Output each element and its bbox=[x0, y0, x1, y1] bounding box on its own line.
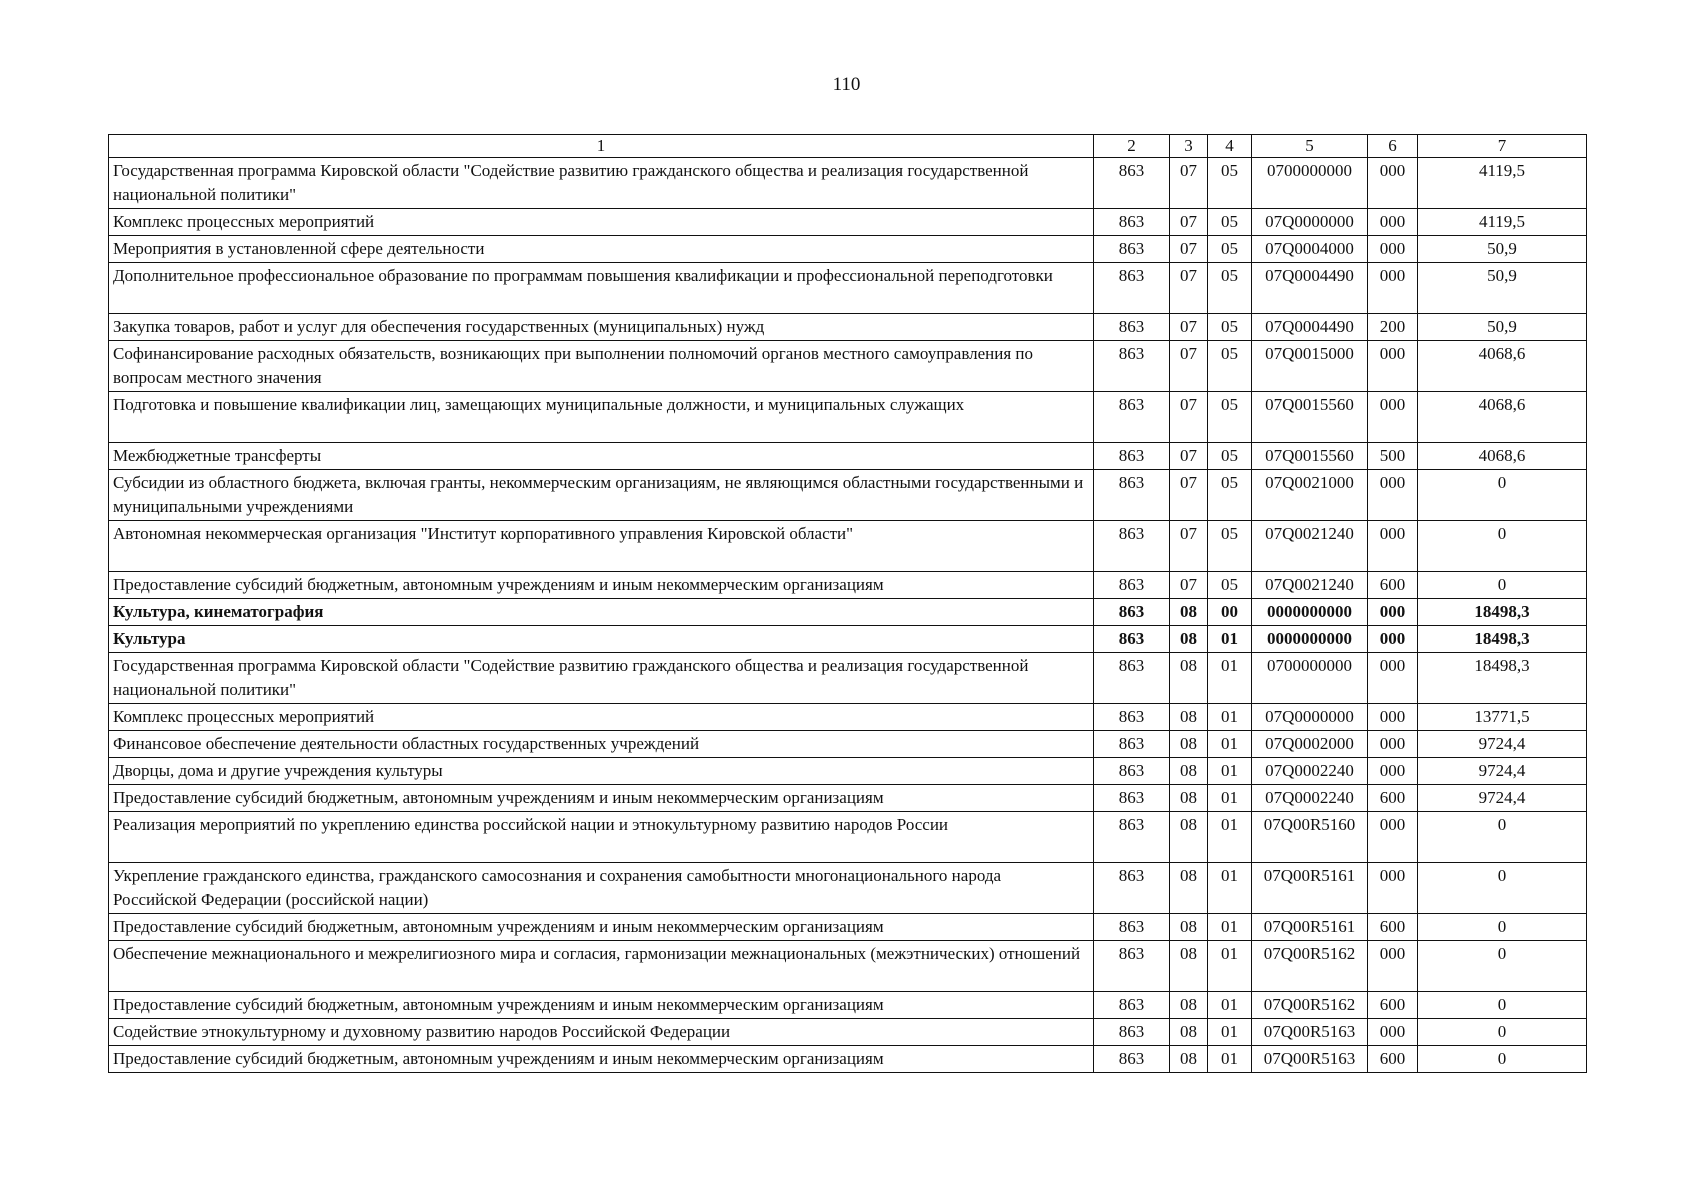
amount-cell: 0 bbox=[1418, 941, 1587, 992]
subsection-cell: 05 bbox=[1208, 521, 1252, 572]
row-name-cell: Финансовое обеспечение деятельности областных государственных учреждений bbox=[109, 731, 1094, 758]
expense-type-cell: 000 bbox=[1368, 392, 1418, 443]
expense-type-cell: 600 bbox=[1368, 992, 1418, 1019]
amount-cell: 4119,5 bbox=[1418, 158, 1587, 209]
section-cell: 08 bbox=[1170, 758, 1208, 785]
subsection-cell: 05 bbox=[1208, 392, 1252, 443]
target-article-cell: 07Q00R5161 bbox=[1252, 863, 1368, 914]
header-cell: 4 bbox=[1208, 135, 1252, 158]
section-cell: 08 bbox=[1170, 812, 1208, 863]
expense-type-cell: 600 bbox=[1368, 572, 1418, 599]
target-article-cell: 07Q0002000 bbox=[1252, 731, 1368, 758]
amount-cell: 4068,6 bbox=[1418, 392, 1587, 443]
admin-code-cell: 863 bbox=[1094, 263, 1170, 314]
subsection-cell: 01 bbox=[1208, 785, 1252, 812]
table-row bbox=[109, 470, 1587, 521]
expense-type-cell: 000 bbox=[1368, 521, 1418, 572]
expense-type-cell: 000 bbox=[1368, 812, 1418, 863]
table-row bbox=[109, 236, 1587, 263]
table-row bbox=[109, 653, 1587, 704]
table-row bbox=[109, 914, 1587, 941]
amount-cell: 4068,6 bbox=[1418, 341, 1587, 392]
section-cell: 08 bbox=[1170, 731, 1208, 758]
amount-cell: 0 bbox=[1418, 992, 1587, 1019]
admin-code-cell: 863 bbox=[1094, 992, 1170, 1019]
admin-code-cell: 863 bbox=[1094, 914, 1170, 941]
subsection-cell: 01 bbox=[1208, 812, 1252, 863]
expense-type-cell: 200 bbox=[1368, 314, 1418, 341]
amount-cell: 0 bbox=[1418, 1046, 1587, 1073]
subsection-cell: 05 bbox=[1208, 443, 1252, 470]
row-name-cell: Комплекс процессных мероприятий bbox=[109, 209, 1094, 236]
row-name-cell: Подготовка и повышение квалификации лиц, замещающих муниципальные должности, и муниципальных служащих bbox=[109, 392, 1094, 443]
subsection-cell: 01 bbox=[1208, 704, 1252, 731]
amount-cell: 4119,5 bbox=[1418, 209, 1587, 236]
target-article-cell: 07Q0021240 bbox=[1252, 572, 1368, 599]
expense-type-cell: 000 bbox=[1368, 158, 1418, 209]
expense-type-cell: 000 bbox=[1368, 704, 1418, 731]
row-name-cell: Дополнительное профессиональное образование по программам повышения квалификации и профессиональной переподготовки bbox=[109, 263, 1094, 314]
table-row bbox=[109, 812, 1587, 863]
table-row bbox=[109, 158, 1587, 209]
header-cell: 7 bbox=[1418, 135, 1587, 158]
table-row bbox=[109, 314, 1587, 341]
header-cell: 5 bbox=[1252, 135, 1368, 158]
row-name-cell: Предоставление субсидий бюджетным, автономным учреждениям и иным некоммерческим организациям bbox=[109, 785, 1094, 812]
section-cell: 07 bbox=[1170, 443, 1208, 470]
row-name-cell: Предоставление субсидий бюджетным, автономным учреждениям и иным некоммерческим организациям bbox=[109, 572, 1094, 599]
target-article-cell: 0700000000 bbox=[1252, 653, 1368, 704]
amount-cell: 9724,4 bbox=[1418, 758, 1587, 785]
target-article-cell: 07Q0000000 bbox=[1252, 704, 1368, 731]
admin-code-cell: 863 bbox=[1094, 209, 1170, 236]
section-cell: 08 bbox=[1170, 653, 1208, 704]
table-row bbox=[109, 599, 1587, 626]
subsection-cell: 01 bbox=[1208, 1046, 1252, 1073]
subsection-cell: 00 bbox=[1208, 599, 1252, 626]
admin-code-cell: 863 bbox=[1094, 731, 1170, 758]
subsection-cell: 01 bbox=[1208, 992, 1252, 1019]
admin-code-cell: 863 bbox=[1094, 572, 1170, 599]
amount-cell: 9724,4 bbox=[1418, 731, 1587, 758]
table-row bbox=[109, 785, 1587, 812]
expense-type-cell: 000 bbox=[1368, 653, 1418, 704]
row-name-cell: Предоставление субсидий бюджетным, автономным учреждениям и иным некоммерческим организациям bbox=[109, 1046, 1094, 1073]
row-name-cell: Культура, кинематография bbox=[109, 599, 1094, 626]
row-name-cell: Субсидии из областного бюджета, включая гранты, некоммерческим организациям, не являющимся областными государственными и муниципальными учреждениями bbox=[109, 470, 1094, 521]
section-cell: 07 bbox=[1170, 470, 1208, 521]
target-article-cell: 07Q00R5162 bbox=[1252, 941, 1368, 992]
admin-code-cell: 863 bbox=[1094, 521, 1170, 572]
row-name-cell: Закупка товаров, работ и услуг для обеспечения государственных (муниципальных) нужд bbox=[109, 314, 1094, 341]
admin-code-cell: 863 bbox=[1094, 863, 1170, 914]
target-article-cell: 07Q00R5160 bbox=[1252, 812, 1368, 863]
subsection-cell: 05 bbox=[1208, 236, 1252, 263]
target-article-cell: 07Q0004000 bbox=[1252, 236, 1368, 263]
amount-cell: 0 bbox=[1418, 812, 1587, 863]
section-cell: 08 bbox=[1170, 914, 1208, 941]
row-name-cell: Предоставление субсидий бюджетным, автономным учреждениям и иным некоммерческим организациям bbox=[109, 914, 1094, 941]
admin-code-cell: 863 bbox=[1094, 1046, 1170, 1073]
section-cell: 08 bbox=[1170, 1019, 1208, 1046]
admin-code-cell: 863 bbox=[1094, 470, 1170, 521]
subsection-cell: 01 bbox=[1208, 863, 1252, 914]
row-name-cell: Предоставление субсидий бюджетным, автономным учреждениям и иным некоммерческим организациям bbox=[109, 992, 1094, 1019]
header-cell: 1 bbox=[109, 135, 1094, 158]
amount-cell: 0 bbox=[1418, 470, 1587, 521]
target-article-cell: 0000000000 bbox=[1252, 599, 1368, 626]
admin-code-cell: 863 bbox=[1094, 341, 1170, 392]
table-row bbox=[109, 626, 1587, 653]
amount-cell: 18498,3 bbox=[1418, 626, 1587, 653]
section-cell: 07 bbox=[1170, 209, 1208, 236]
table-row bbox=[109, 263, 1587, 314]
target-article-cell: 07Q00R5161 bbox=[1252, 914, 1368, 941]
section-cell: 08 bbox=[1170, 626, 1208, 653]
admin-code-cell: 863 bbox=[1094, 392, 1170, 443]
expense-type-cell: 000 bbox=[1368, 626, 1418, 653]
section-cell: 07 bbox=[1170, 392, 1208, 443]
table-row bbox=[109, 392, 1587, 443]
section-cell: 08 bbox=[1170, 1046, 1208, 1073]
section-cell: 08 bbox=[1170, 863, 1208, 914]
section-cell: 08 bbox=[1170, 704, 1208, 731]
table-row bbox=[109, 572, 1587, 599]
page-number: 110 bbox=[832, 74, 861, 95]
table-row bbox=[109, 443, 1587, 470]
row-name-cell: Автономная некоммерческая организация "Институт корпоративного управления Кировской области" bbox=[109, 521, 1094, 572]
subsection-cell: 01 bbox=[1208, 1019, 1252, 1046]
row-name-cell: Государственная программа Кировской области "Содействие развитию гражданского общества и реализация государственной национальной политики" bbox=[109, 158, 1094, 209]
row-name-cell: Софинансирование расходных обязательств, возникающих при выполнении полномочий органов местного самоуправления по вопросам местного значения bbox=[109, 341, 1094, 392]
section-cell: 08 bbox=[1170, 785, 1208, 812]
table-row bbox=[109, 341, 1587, 392]
expense-type-cell: 000 bbox=[1368, 1019, 1418, 1046]
expense-type-cell: 000 bbox=[1368, 341, 1418, 392]
row-name-cell: Мероприятия в установленной сфере деятельности bbox=[109, 236, 1094, 263]
section-cell: 08 bbox=[1170, 599, 1208, 626]
header-row bbox=[109, 135, 1587, 158]
section-cell: 07 bbox=[1170, 263, 1208, 314]
table-row bbox=[109, 941, 1587, 992]
section-cell: 07 bbox=[1170, 521, 1208, 572]
amount-cell: 50,9 bbox=[1418, 236, 1587, 263]
table-row bbox=[109, 209, 1587, 236]
target-article-cell: 07Q0004490 bbox=[1252, 263, 1368, 314]
subsection-cell: 05 bbox=[1208, 314, 1252, 341]
row-name-cell: Реализация мероприятий по укреплению единства российской нации и этнокультурному развитию народов России bbox=[109, 812, 1094, 863]
admin-code-cell: 863 bbox=[1094, 314, 1170, 341]
amount-cell: 13771,5 bbox=[1418, 704, 1587, 731]
row-name-cell: Комплекс процессных мероприятий bbox=[109, 704, 1094, 731]
table-row bbox=[109, 992, 1587, 1019]
amount-cell: 0 bbox=[1418, 572, 1587, 599]
target-article-cell: 07Q0002240 bbox=[1252, 758, 1368, 785]
admin-code-cell: 863 bbox=[1094, 812, 1170, 863]
subsection-cell: 01 bbox=[1208, 758, 1252, 785]
row-name-cell: Содействие этнокультурному и духовному развитию народов Российской Федерации bbox=[109, 1019, 1094, 1046]
table-row bbox=[109, 863, 1587, 914]
subsection-cell: 01 bbox=[1208, 653, 1252, 704]
subsection-cell: 01 bbox=[1208, 914, 1252, 941]
target-article-cell: 07Q0002240 bbox=[1252, 785, 1368, 812]
admin-code-cell: 863 bbox=[1094, 704, 1170, 731]
expense-type-cell: 000 bbox=[1368, 470, 1418, 521]
expense-type-cell: 600 bbox=[1368, 785, 1418, 812]
admin-code-cell: 863 bbox=[1094, 653, 1170, 704]
expense-type-cell: 600 bbox=[1368, 914, 1418, 941]
table-row bbox=[109, 704, 1587, 731]
target-article-cell: 07Q00R5163 bbox=[1252, 1046, 1368, 1073]
section-cell: 07 bbox=[1170, 314, 1208, 341]
subsection-cell: 05 bbox=[1208, 341, 1252, 392]
row-name-cell: Дворцы, дома и другие учреждения культуры bbox=[109, 758, 1094, 785]
row-name-cell: Укрепление гражданского единства, гражданского самосознания и сохранения самобытности многонационального народа Российской Федерации (российской нации) bbox=[109, 863, 1094, 914]
subsection-cell: 05 bbox=[1208, 470, 1252, 521]
amount-cell: 4068,6 bbox=[1418, 443, 1587, 470]
expense-type-cell: 600 bbox=[1368, 1046, 1418, 1073]
admin-code-cell: 863 bbox=[1094, 785, 1170, 812]
target-article-cell: 07Q00R5163 bbox=[1252, 1019, 1368, 1046]
row-name-cell: Обеспечение межнационального и межрелигиозного мира и согласия, гармонизации межнациональных (межэтнических) отношений bbox=[109, 941, 1094, 992]
amount-cell: 0 bbox=[1418, 863, 1587, 914]
subsection-cell: 05 bbox=[1208, 209, 1252, 236]
row-name-cell: Государственная программа Кировской области "Содействие развитию гражданского общества и реализация государственной национальной политики" bbox=[109, 653, 1094, 704]
admin-code-cell: 863 bbox=[1094, 626, 1170, 653]
amount-cell: 18498,3 bbox=[1418, 653, 1587, 704]
subsection-cell: 01 bbox=[1208, 941, 1252, 992]
target-article-cell: 0700000000 bbox=[1252, 158, 1368, 209]
expense-type-cell: 000 bbox=[1368, 263, 1418, 314]
expense-type-cell: 000 bbox=[1368, 731, 1418, 758]
admin-code-cell: 863 bbox=[1094, 443, 1170, 470]
subsection-cell: 05 bbox=[1208, 158, 1252, 209]
header-cell: 6 bbox=[1368, 135, 1418, 158]
admin-code-cell: 863 bbox=[1094, 941, 1170, 992]
subsection-cell: 01 bbox=[1208, 731, 1252, 758]
header-cell: 3 bbox=[1170, 135, 1208, 158]
section-cell: 07 bbox=[1170, 341, 1208, 392]
amount-cell: 50,9 bbox=[1418, 314, 1587, 341]
section-cell: 07 bbox=[1170, 572, 1208, 599]
expense-type-cell: 000 bbox=[1368, 599, 1418, 626]
admin-code-cell: 863 bbox=[1094, 236, 1170, 263]
section-cell: 08 bbox=[1170, 992, 1208, 1019]
table-row bbox=[109, 758, 1587, 785]
subsection-cell: 05 bbox=[1208, 263, 1252, 314]
expense-type-cell: 000 bbox=[1368, 758, 1418, 785]
admin-code-cell: 863 bbox=[1094, 599, 1170, 626]
amount-cell: 9724,4 bbox=[1418, 785, 1587, 812]
expense-type-cell: 000 bbox=[1368, 863, 1418, 914]
section-cell: 07 bbox=[1170, 158, 1208, 209]
table-row bbox=[109, 1046, 1587, 1073]
target-article-cell: 07Q0021000 bbox=[1252, 470, 1368, 521]
admin-code-cell: 863 bbox=[1094, 758, 1170, 785]
row-name-cell: Культура bbox=[109, 626, 1094, 653]
target-article-cell: 07Q0015560 bbox=[1252, 443, 1368, 470]
target-article-cell: 07Q0000000 bbox=[1252, 209, 1368, 236]
target-article-cell: 07Q00R5162 bbox=[1252, 992, 1368, 1019]
admin-code-cell: 863 bbox=[1094, 158, 1170, 209]
table-row bbox=[109, 521, 1587, 572]
section-cell: 07 bbox=[1170, 236, 1208, 263]
header-cell: 2 bbox=[1094, 135, 1170, 158]
amount-cell: 0 bbox=[1418, 1019, 1587, 1046]
budget-table bbox=[108, 134, 1587, 1073]
target-article-cell: 0000000000 bbox=[1252, 626, 1368, 653]
target-article-cell: 07Q0015560 bbox=[1252, 392, 1368, 443]
expense-type-cell: 500 bbox=[1368, 443, 1418, 470]
admin-code-cell: 863 bbox=[1094, 1019, 1170, 1046]
table-row bbox=[109, 731, 1587, 758]
subsection-cell: 05 bbox=[1208, 572, 1252, 599]
amount-cell: 0 bbox=[1418, 521, 1587, 572]
target-article-cell: 07Q0004490 bbox=[1252, 314, 1368, 341]
target-article-cell: 07Q0015000 bbox=[1252, 341, 1368, 392]
expense-type-cell: 000 bbox=[1368, 209, 1418, 236]
target-article-cell: 07Q0021240 bbox=[1252, 521, 1368, 572]
amount-cell: 18498,3 bbox=[1418, 599, 1587, 626]
expense-type-cell: 000 bbox=[1368, 236, 1418, 263]
subsection-cell: 01 bbox=[1208, 626, 1252, 653]
amount-cell: 50,9 bbox=[1418, 263, 1587, 314]
table-row bbox=[109, 1019, 1587, 1046]
amount-cell: 0 bbox=[1418, 914, 1587, 941]
row-name-cell: Межбюджетные трансферты bbox=[109, 443, 1094, 470]
expense-type-cell: 000 bbox=[1368, 941, 1418, 992]
section-cell: 08 bbox=[1170, 941, 1208, 992]
